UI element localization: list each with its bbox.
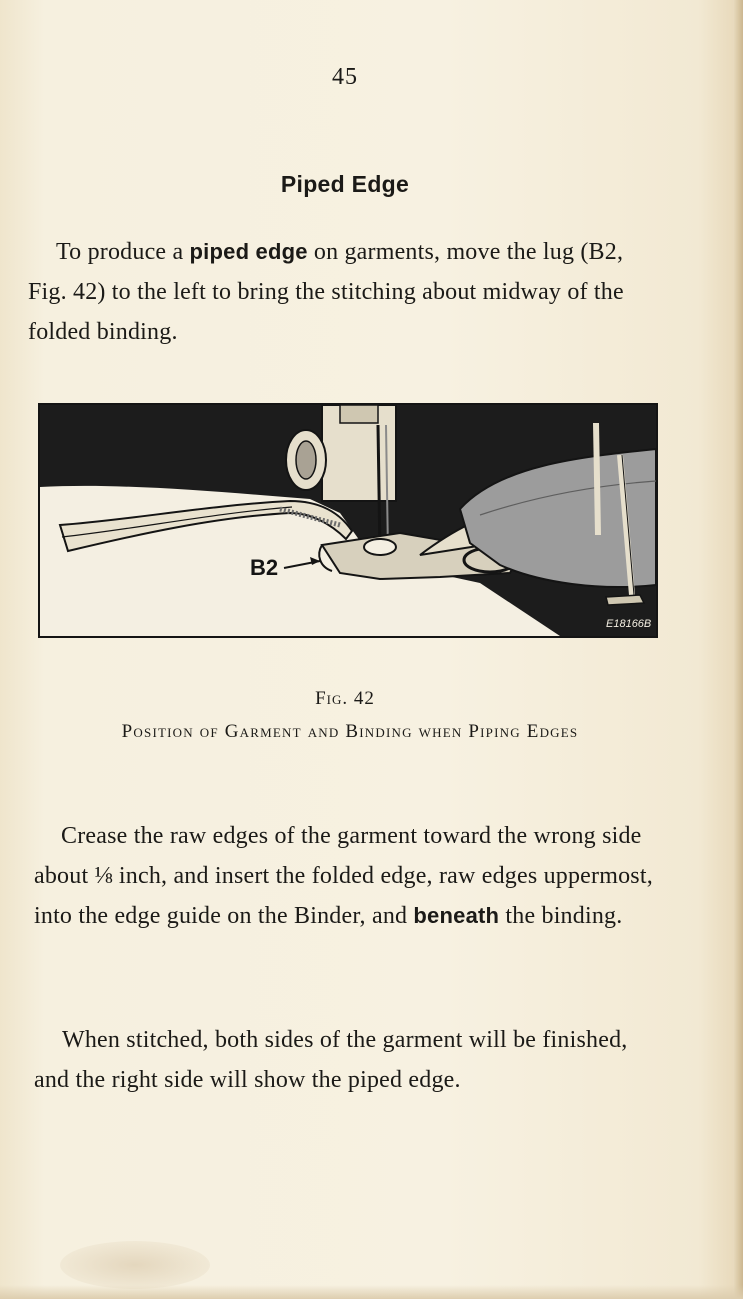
page-number: 45 xyxy=(332,64,358,90)
thumb-screw-knurl xyxy=(296,441,316,479)
figure-caption: Position of Garment and Binding when Piping Edges xyxy=(121,721,579,742)
sewing-binder-illustration xyxy=(40,405,656,636)
needle-plate-hole xyxy=(364,539,396,555)
figure-illustration xyxy=(38,403,658,638)
page-edge xyxy=(733,0,743,1299)
needle-clamp xyxy=(340,405,378,423)
instruction-text-start: Crease the raw edges of the garment toward the wrong side about ⅛ inch, and insert the folded edge, raw edges uppermost, into the edge guide on the Binder, and xyxy=(34,823,653,929)
intro-text-end: on garments, move the lug (B2, Fig. 42) to the left to bring the stitching about midway of the folded binding. xyxy=(28,239,624,345)
section-heading: Piped Edge xyxy=(280,171,410,197)
callout-b2-label: B2 xyxy=(250,555,279,580)
plate-code: E18166B xyxy=(606,618,652,630)
figure-label: Fig. 42 xyxy=(315,688,375,709)
intro-bold-term: piped edge xyxy=(189,239,308,264)
paper-stain xyxy=(60,1241,210,1289)
instruction-paragraph xyxy=(34,816,666,936)
instruction-text-end: the binding. xyxy=(499,903,623,929)
intro-text-start: To produce a xyxy=(56,239,190,265)
intro-paragraph xyxy=(28,232,662,352)
rod-base xyxy=(606,595,644,605)
guide-rod-left xyxy=(596,423,598,535)
result-paragraph: When stitched, both sides of the garment will be finished, and the right side will show the piped edge. xyxy=(34,1027,628,1093)
instruction-bold-term: beneath xyxy=(413,903,500,928)
